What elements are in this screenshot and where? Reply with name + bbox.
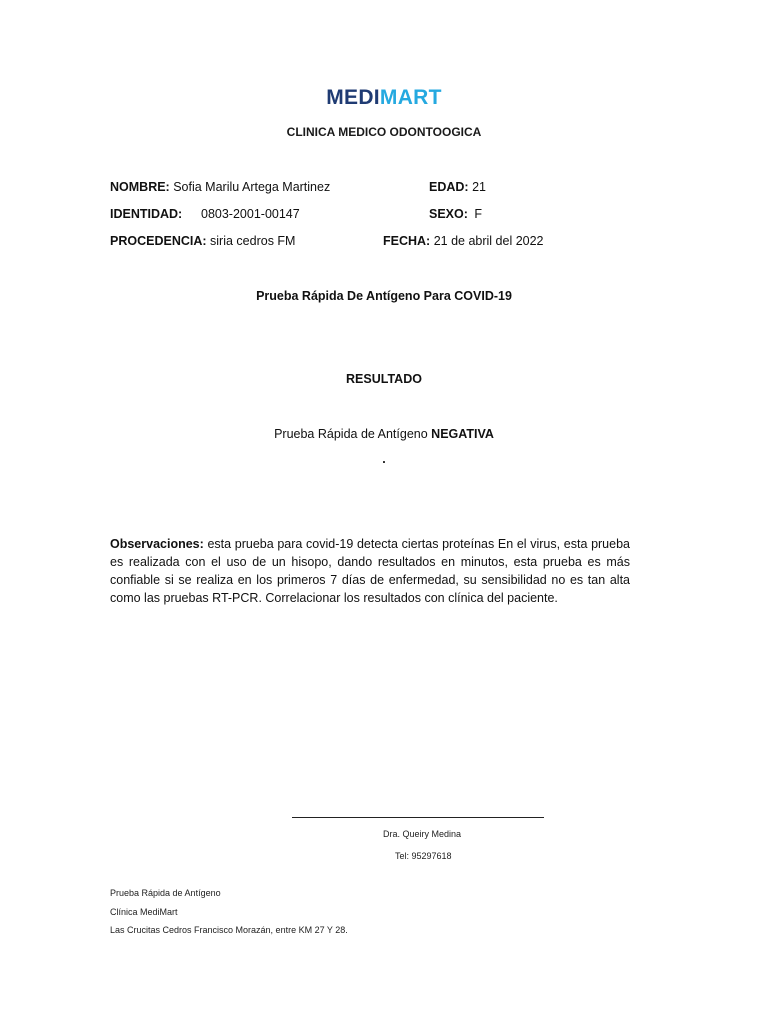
signature-line [292, 817, 544, 818]
observations-label: Observaciones: [110, 537, 204, 551]
observations-paragraph [110, 535, 630, 607]
patient-name-row [110, 180, 330, 194]
patient-origin-row [110, 234, 295, 248]
clinic-logo [0, 86, 768, 110]
result-heading: RESULTADO [346, 372, 422, 386]
result-dot: . [382, 452, 386, 466]
doctor-phone: Tel: 95297618 [395, 851, 452, 861]
patient-id-row [110, 207, 182, 221]
age-label: EDAD: [429, 180, 469, 194]
result-value: NEGATIVA [431, 427, 494, 441]
doctor-name: Dra. Queiry Medina [383, 829, 462, 839]
result-text: Prueba Rápida de Antígeno [274, 427, 428, 441]
id-label: IDENTIDAD: [110, 207, 183, 221]
sex-label: SEXO: [429, 207, 468, 221]
patient-age-row [429, 180, 486, 194]
test-title: Prueba Rápida De Antígeno Para COVID-19 [256, 289, 512, 303]
age-value: 21 [472, 180, 486, 194]
result-line [0, 427, 768, 441]
date-label: FECHA: [383, 234, 431, 248]
patient-date-row [383, 234, 544, 248]
origin-label: PROCEDENCIA: [110, 234, 207, 248]
logo-part-mart: MART [379, 86, 442, 109]
sex-value: F [474, 207, 483, 221]
id-value: 0803-2001-00147 [201, 207, 300, 221]
name-label: NOMBRE: [110, 180, 170, 194]
footer-line-1: Prueba Rápida de Antígeno [110, 888, 221, 898]
observations-text: esta prueba para covid-19 detecta ciertas proteínas En el virus, esta prueba es realizada con el uso de un hisopo, dando resultados en minutos, esta prueba es más confiable si se realiza en los primeros 7 días de enfermedad, su sensibilidad no es tan alta como las pruebas RT-PCR. Correlacionar los resultados con clínica del paciente. [110, 537, 630, 605]
name-value: Sofia Marilu Artega Martinez [173, 180, 331, 194]
logo-part-medi: MEDI [326, 86, 380, 109]
footer-line-3: Las Crucitas Cedros Francisco Morazán, entre KM 27 Y 28. [110, 925, 348, 935]
date-value: 21 de abril del 2022 [433, 234, 544, 248]
footer-line-2: Clínica MediMart [110, 907, 178, 917]
patient-sex-row [429, 207, 482, 221]
clinic-subtitle: CLINICA MEDICO ODONTOOGICA [286, 125, 482, 139]
origin-value: siria cedros FM [210, 234, 296, 248]
